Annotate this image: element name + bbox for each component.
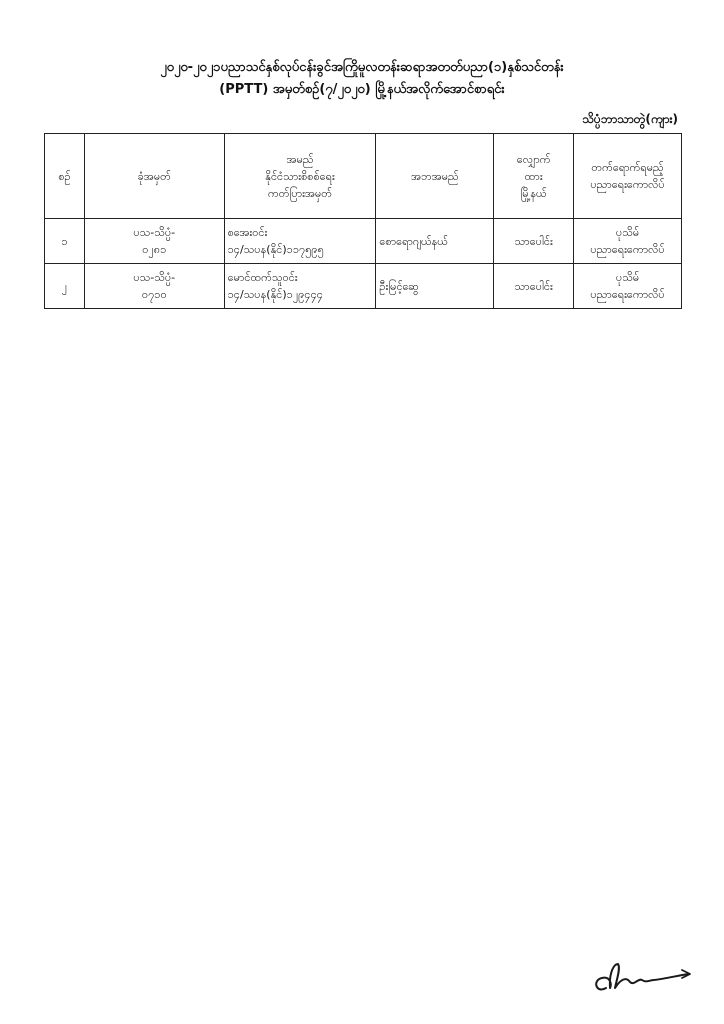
region-label: သိပ္ပံဘာသာတွဲ(ကျား) (582, 112, 678, 126)
cell-line: ပညာရေးကောလိပ် (590, 288, 665, 301)
signature-icon (590, 958, 700, 998)
cell-line: ၁၄/သပန(နိုင်)၁၂၉၄၄၄ (227, 288, 323, 301)
cell-roll-no (84, 264, 224, 309)
header-father-name (376, 134, 494, 219)
cell-line: ပသ-သိပ္ပံ- (133, 226, 176, 239)
cell-father-name: ဦးမြင့်ဆွေ (376, 264, 494, 309)
cell-line: စအေးဝင်း (227, 226, 268, 239)
cell-college (574, 264, 682, 309)
header-line: နိုင်ငံသားစိစစ်ရေး (265, 169, 335, 183)
header-line: စဉ် (58, 169, 71, 183)
header-name-nrc (224, 134, 376, 219)
cell-college (574, 219, 682, 264)
header-line: ပညာရေးကောလိပ် (590, 178, 665, 191)
header-line: ခုံအမှတ် (137, 169, 171, 183)
cell-line: မောင်ထက်သူဝင်း (227, 271, 298, 284)
cell-roll-no (84, 219, 224, 264)
header-roll-no (84, 134, 224, 219)
header-line: လျှောက် (516, 152, 551, 166)
table-header-row (45, 134, 682, 219)
header-line: ထား (524, 169, 543, 183)
cell-line: ၀၇၁၀ (141, 288, 167, 301)
cell-township: သာပေါင်း (494, 264, 574, 309)
header-line: အမည် (286, 152, 314, 166)
cell-township: သာပေါင်း (494, 219, 574, 264)
cell-line: ၀၂၈၁ (142, 243, 167, 256)
cell-line: ပုသိမ် (615, 226, 640, 239)
cell-father-name: စောရောဂျယ်နယ် (376, 219, 494, 264)
table-row (45, 264, 682, 309)
header-applied-township (494, 134, 574, 219)
cell-line: ပသ-သိပ္ပံ- (133, 271, 176, 284)
table-row (45, 219, 682, 264)
cell-serial-no: ၁ (45, 219, 85, 264)
header-line: မြို့နယ် (520, 186, 547, 200)
header-serial-no (45, 134, 85, 219)
cell-serial-no: ၂ (45, 264, 85, 309)
results-table (44, 133, 682, 309)
cell-line: ၁၄/သပန(နိုင်)၁၁၇၅၉၅ (227, 243, 324, 256)
title-line-1: ၂၀၂၀-၂၀၂၁ပညာသင်နှစ်လုပ်ငန်းခွင်အကြိုမူလတန်းဆရာအတတ်ပညာ(၁)နှစ်သင်တန်း (160, 60, 564, 75)
cell-name-nrc (224, 219, 376, 264)
header-line: အဘအမည် (410, 169, 459, 183)
cell-name-nrc (224, 264, 376, 309)
title-line-2: (PPTT) အမှတ်စဉ်(၇/၂၀၂၀) မြို့နယ်အလိုက်အောင်စာရင်း (219, 82, 505, 97)
cell-line: ပညာရေးကောလိပ် (590, 243, 665, 256)
header-line: တက်ရောက်ရမည့် (591, 161, 664, 174)
cell-line: ပုသိမ် (615, 271, 640, 284)
header-college (574, 134, 682, 219)
header-line: ကတ်ပြားအမှတ် (268, 186, 333, 200)
